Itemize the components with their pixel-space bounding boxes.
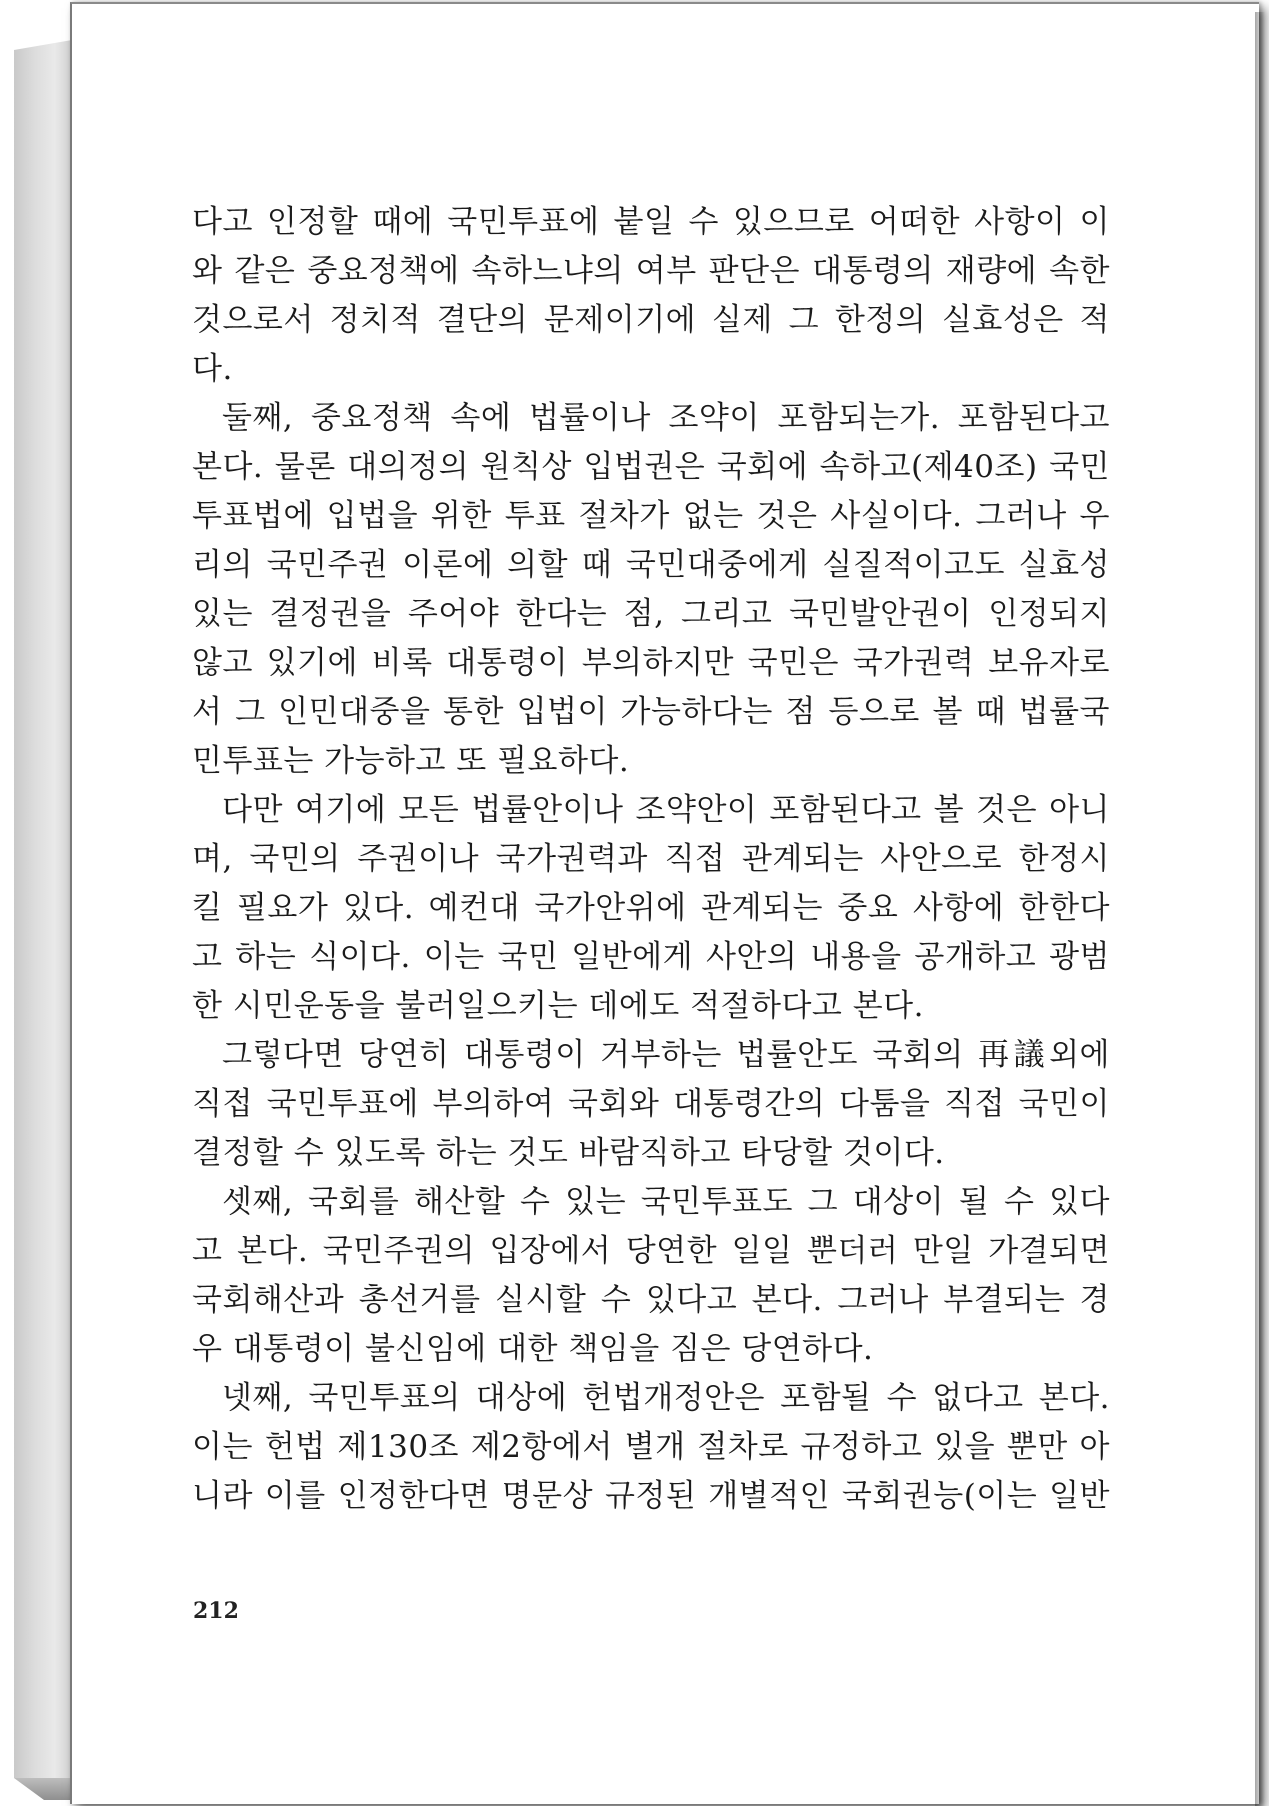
text-line: 와 같은 중요정책에 속하느냐의 여부 판단은 대통령의 재량에 속한 [192,253,1110,289]
text-line: 넷째, 국민투표의 대상에 헌법개정안은 포함될 수 없다고 본다. [222,1380,1110,1416]
text-line: 다만 여기에 모든 법률안이나 조약안이 포함된다고 볼 것은 아니 [222,792,1110,828]
text-line: 리의 국민주권 이론에 의할 때 국민대중에게 실질적이고도 실효성 [192,547,1110,583]
text-line: 본다. 물론 대의정의 원칙상 입법권은 국회에 속하고(제40조) 국민 [192,449,1110,485]
text-line: 직접 국민투표에 부의하여 국회와 대통령간의 다툼을 직접 국민이 [192,1086,1110,1122]
text-line: 그렇다면 당연히 대통령이 거부하는 법률안도 국회의 再議외에 [222,1037,1110,1073]
text-line: 킬 필요가 있다. 예컨대 국가안위에 관계되는 중요 사항에 한한다 [192,890,1110,926]
text-line: 민투표는 가능하고 또 필요하다. [192,743,630,779]
text-line: 다고 인정할 때에 국민투표에 붙일 수 있으므로 어떠한 사항이 이 [192,204,1110,240]
body-text [192,198,1110,1521]
page-number: 212 [193,1598,239,1624]
text-line: 국회해산과 총선거를 실시할 수 있다고 본다. 그러나 부결되는 경 [192,1282,1110,1318]
page-shadow [1255,12,1265,1806]
text-line: 않고 있기에 비록 대통령이 부의하지만 국민은 국가권력 보유자로 [192,645,1110,681]
text-line: 고 하는 식이다. 이는 국민 일반에게 사안의 내용을 공개하고 광범 [192,939,1110,975]
book-edge-bottom [14,1778,74,1800]
text-line: 한 시민운동을 불러일으키는 데에도 적절하다고 본다. [192,988,924,1024]
text-line: 결정할 수 있도록 하는 것도 바람직하고 타당할 것이다. [192,1135,945,1171]
text-line: 우 대통령이 불신임에 대한 책임을 짐은 당연하다. [192,1331,874,1367]
text-line: 둘째, 중요정책 속에 법률이나 조약이 포함되는가. 포함된다고 [222,400,1110,436]
text-line: 것으로서 정치적 결단의 문제이기에 실제 그 한정의 실효성은 적 [192,302,1110,338]
text-line: 며, 국민의 주권이나 국가권력과 직접 관계되는 사안으로 한정시 [192,841,1110,877]
text-line: 셋째, 국회를 해산할 수 있는 국민투표도 그 대상이 될 수 있다 [222,1184,1110,1220]
text-line: 이는 헌법 제130조 제2항에서 별개 절차로 규정하고 있을 뿐만 아 [192,1429,1110,1465]
text-line: 투표법에 입법을 위한 투표 절차가 없는 것은 사실이다. 그러나 우 [192,498,1110,534]
text-line: 있는 결정권을 주어야 한다는 점, 그리고 국민발안권이 인정되지 [192,596,1110,632]
text-line: 다. [192,351,233,387]
text-line: 니라 이를 인정한다면 명문상 규정된 개별적인 국회권능(이는 일반 [192,1478,1110,1514]
text-line: 고 본다. 국민주권의 입장에서 당연한 일일 뿐더러 만일 가결되면 [192,1233,1110,1269]
book-edge [14,40,72,1792]
text-line: 서 그 인민대중을 통한 입법이 가능하다는 점 등으로 볼 때 법률국 [192,694,1110,730]
